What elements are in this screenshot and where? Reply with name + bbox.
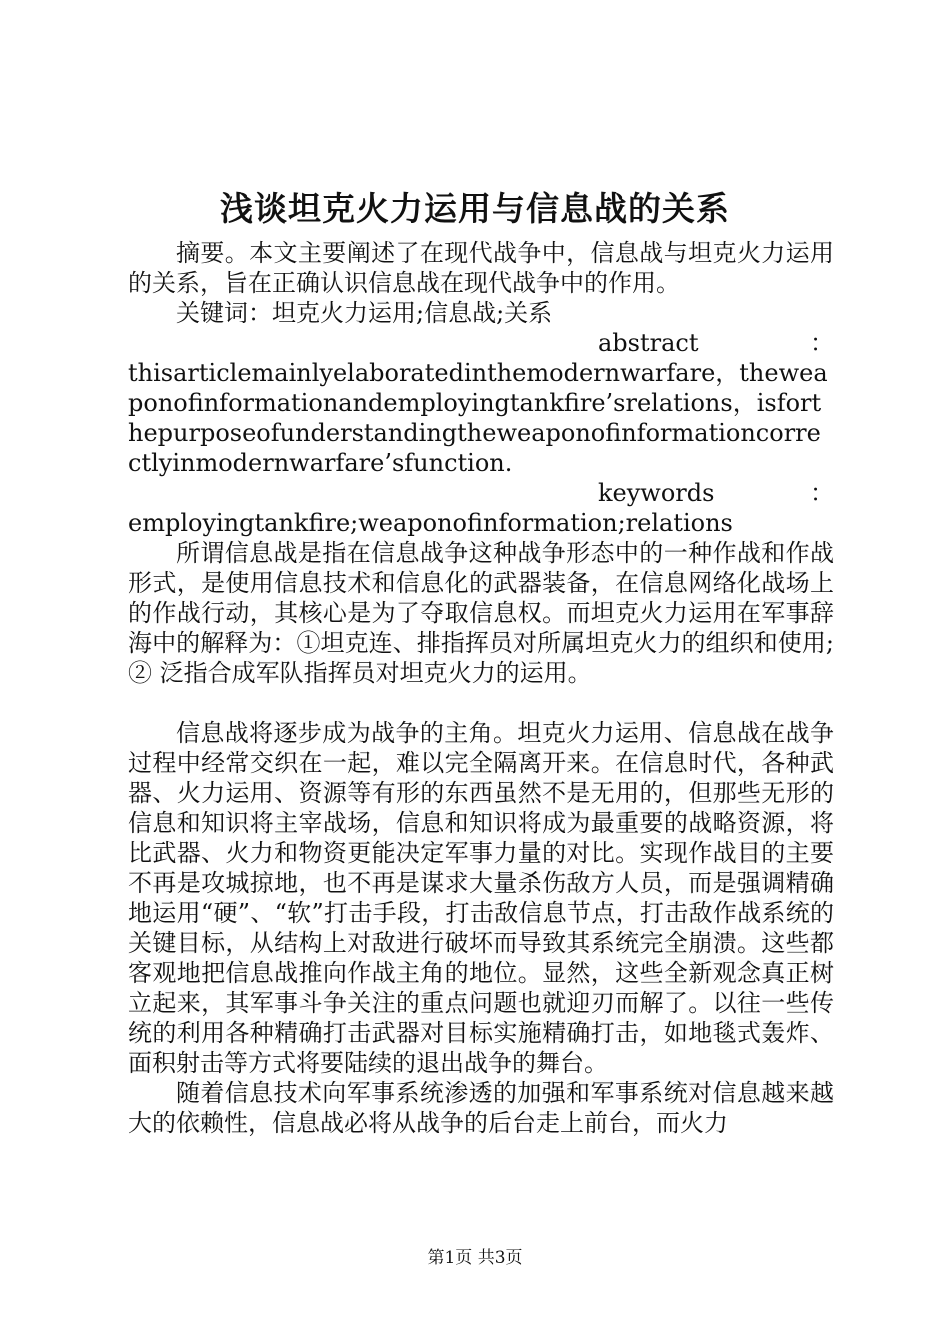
document-title: 浅谈坦克火力运用与信息战的关系: [220, 189, 730, 228]
abstract-en-text: thisarticlemainlyelaboratedinthemodernwarfare，theweaponofinformationandemployingtankfire’srelations，isforthepurposeofunderstandingtheweaponofinformationcorrectlyinmodernwarfare’sfunction.: [128, 359, 828, 477]
paragraph-gap: [128, 688, 834, 718]
paragraph: 信息战将逐步成为战争的主角。坦克火力运用、信息战在战争过程中经常交织在一起，难以完全隔离开来。在信息时代，各种武器、火力运用、资源等有形的东西虽然不是无用的，但那些无形的信息和知识将主宰战场，信息和知识将成为最重要的战略资源，将比武器、火力和物资更能决定军事力量的对比。实现作战目的主要不再是攻城掠地，也不再是谋求大量杀伤敌方人员，而是强调精确地运用“硬”、“软”打击手段，打击敌信息节点，打击敌作战系统的关键目标，从结构上对敌进行破坏而导致其系统完全崩溃。这些都客观地把信息战推向作战主角的地位。显然，这些全新观念真正树立起来，其军事斗争关注的重点问题也就迎刃而解了。以往一些传统的利用各种精确打击武器对目标实施精确打击，如地毯式轰炸、面积射击等方式将要陆续的退出战争的舞台。: [128, 719, 834, 1077]
keywords-en-text: employingtankfire;weaponofinformation;relations: [128, 509, 733, 537]
page-number-footer: 第1页 共3页: [427, 1248, 523, 1268]
paragraph: 随着信息技术向军事系统渗透的加强和军事系统对信息越来越大的依赖性，信息战必将从战争的后台走上前台，而火力: [128, 1079, 834, 1137]
abstract-cn: 摘要。本文主要阐述了在现代战争中，信息战与坦克火力运用的关系，旨在正确认识信息战在现代战争中的作用。: [128, 239, 834, 297]
keywords-en-label: keywords: [598, 479, 715, 507]
abstract-en-heading: [128, 328, 834, 358]
keywords-en-heading: [128, 478, 834, 508]
abstract-en-colon: ：: [810, 329, 834, 357]
document-body: [128, 238, 834, 1138]
paragraph: 所谓信息战是指在信息战争这种战争形态中的一种作战和作战形式，是使用信息技术和信息化的武器装备，在信息网络化战场上的作战行动，其核心是为了夺取信息权。而坦克火力运用在军事辞海中的解释为：①坦克连、排指挥员对所属坦克火力的组织和使用;② 泛指合成军队指挥员对坦克火力的运用。: [128, 539, 834, 687]
keywords-cn: 关键词：坦克火力运用;信息战;关系: [176, 299, 553, 327]
abstract-en-label: abstract: [598, 329, 699, 357]
keywords-en-colon: ：: [810, 479, 834, 507]
